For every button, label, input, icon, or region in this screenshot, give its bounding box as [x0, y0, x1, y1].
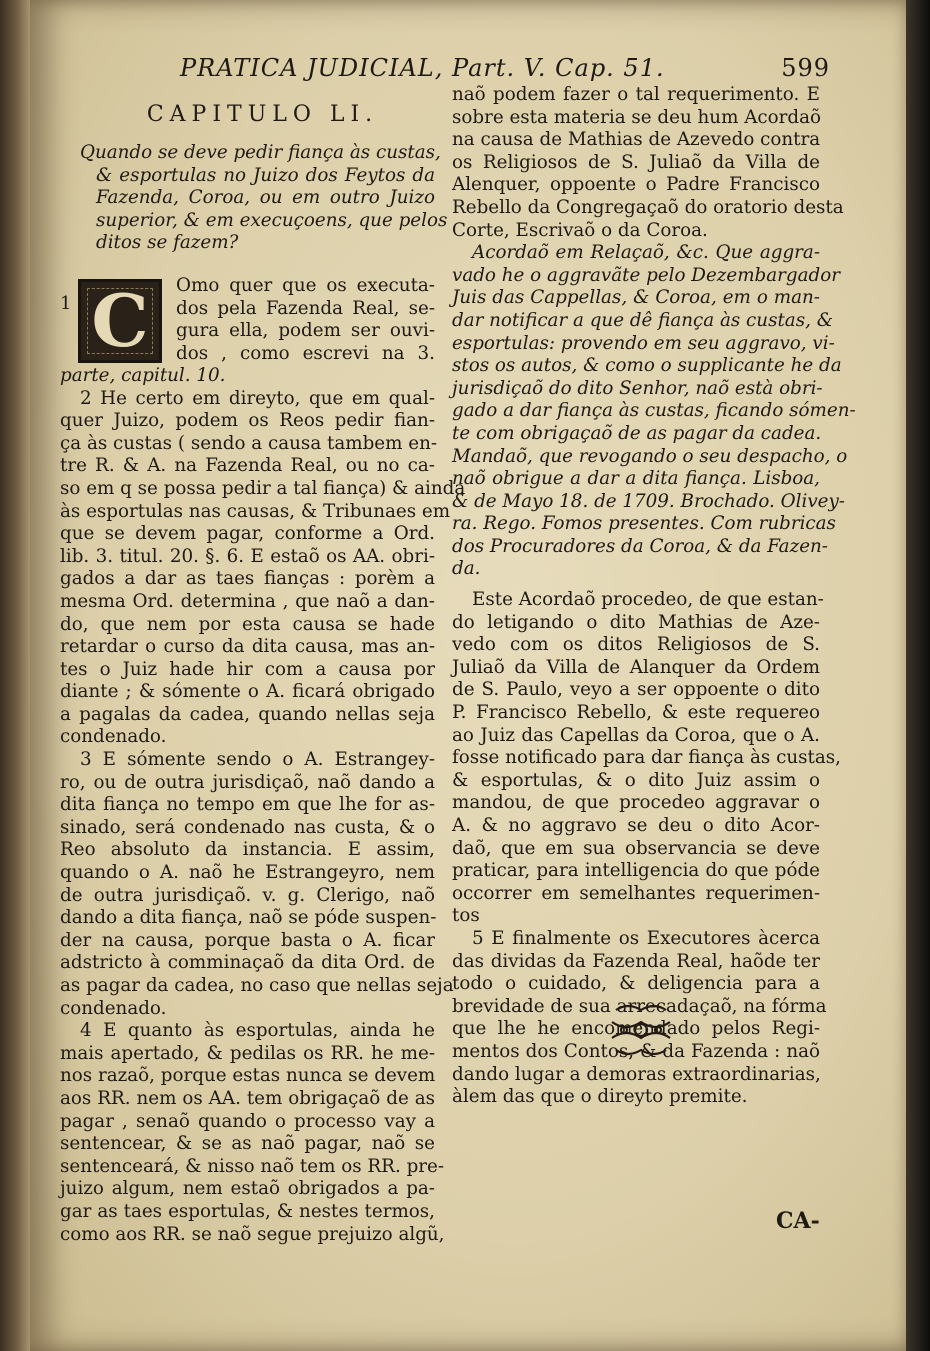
paragraph-number: 1 — [60, 292, 72, 314]
text-line: as pagar da cadea, no caso que nellas seja — [60, 975, 454, 996]
running-header — [180, 54, 830, 82]
summary-line: & esportulas no Juizo dos Feytos da — [96, 164, 435, 186]
text-line: ça às custas ( sendo a causa tambem en- — [60, 432, 438, 454]
text-line: nos razaõ, porque estas nunca se devem — [60, 1065, 436, 1087]
text-line: dita fiança no tempo em que lhe for as- — [60, 794, 435, 816]
text-line: quer Juizo, podem os Reos pedir fian- — [60, 410, 435, 432]
text-line: todo o cuidado, & deligencia para a — [452, 973, 820, 995]
quote-line: naõ obrigue a dar a dita fiança. Lisboa, — [452, 468, 820, 490]
text-line: condenado. — [60, 997, 167, 1019]
running-title: PRATICA JUDICIAL, Part. V. Cap. 51. — [180, 54, 665, 82]
text-line: Alenquer, oppoente o Padre Francisco — [452, 174, 820, 196]
text-line: praticar, para intelligencia do que póde — [452, 860, 820, 882]
text-line: dando a dita fiança, naõ se póde suspen- — [60, 907, 437, 929]
text-line: retardar o curso da dita causa, mas an- — [60, 636, 435, 658]
text-line: que lhe he encomendado pelos Regi- — [452, 1018, 820, 1040]
text-line: dos pela Fazenda Real, se- — [176, 297, 435, 319]
text-line: gados a dar as taes fianças : porèm a — [60, 568, 435, 590]
quote-line: dos Procuradores da Coroa, & da Fazen- — [452, 535, 828, 557]
right-column — [452, 84, 856, 1109]
text-line: na causa de Mathias de Azevedo contra — [452, 129, 821, 151]
quote-line: esportulas: provendo em seu aggravo, vi- — [452, 332, 835, 354]
text-line: Este Acordaõ procedeo, de que estan- — [472, 589, 824, 611]
fleuron-ornament-icon — [606, 1000, 676, 1060]
text-line: dos , como escrevi na 3. — [176, 342, 435, 364]
text-line: & esportulas, & o dito Juiz assim o — [452, 769, 820, 791]
text-line: sentenceará, & nisso naõ tem os RR. pre- — [60, 1155, 445, 1177]
quote-line: vado he o aggravãte pelo Dezembargador — [452, 264, 840, 286]
page-number: 599 — [781, 54, 830, 82]
text-line: mesma Ord. determina , que naõ a dan- — [60, 590, 435, 612]
catchword: CA- — [776, 1208, 820, 1234]
text-line: 2 He certo em direyto, que em qual- — [80, 387, 435, 409]
text-line: àlem das que o direyto premite. — [452, 1086, 748, 1108]
quote-line: gado a dar fiança às custas, ficando sómen- — [452, 400, 856, 422]
text-line: sinado, será condenado nas custa, & o — [60, 816, 435, 838]
text-line: sentencear, & se as naõ pagar, naõ se — [60, 1133, 435, 1155]
text-line: de S. Paulo, veyo a ser oppoente o dito — [452, 679, 820, 701]
text-line: occorrer em semelhantes requerimen- — [452, 882, 820, 904]
text-line: fosse notificado para dar fiança às custas, — [452, 747, 841, 769]
quote-line: & de Mayo 18. de 1709. Brochado. Olivey- — [452, 490, 845, 512]
chapter-summary — [60, 142, 448, 255]
quote-line: Mandaõ, que revogando o seu despacho, o — [452, 445, 848, 467]
quote-line: te com obrigaçaõ de as pagar da cadea. — [452, 422, 822, 444]
summary-line: Fazenda, Coroa, ou em outro Juizo — [96, 187, 435, 209]
text-line: gar as taes esportulas, & nestes termos, — [60, 1200, 435, 1222]
chapter-title: CAPITULO LI. — [146, 102, 379, 127]
text-line: daõ, que em sua observancia se deve — [452, 837, 820, 859]
text-line: Juliaõ da Villa de Alanquer da Ordem — [452, 656, 820, 678]
quote-line: stos os autos, & como o supplicante he da — [452, 355, 842, 377]
text-line: diante ; & sómente o A. ficará obrigado — [60, 681, 435, 703]
text-line: que se devem pagar, conforme a Ord. — [60, 523, 435, 545]
paragraph-1 — [60, 275, 435, 365]
text-line: Omo quer que os executa- — [176, 274, 435, 296]
text-line: parte, capitul. 10. — [60, 364, 226, 386]
text-line: condenado. — [60, 726, 167, 748]
text-line: pagar , senaõ quando o processo vay a — [60, 1110, 435, 1132]
summary-line: Quando se deve pedir fiança às custas, — [80, 142, 441, 163]
text-line: ao Juiz das Capellas da Coroa, que o A. — [452, 724, 820, 746]
drop-cap-lines — [176, 275, 435, 365]
text-line: quando o A. naõ he Estrangeyro, nem — [60, 862, 435, 884]
summary-line: ditos se fazem? — [96, 232, 239, 254]
acordao-quote — [452, 242, 856, 581]
text-line: mentos dos Contos, & da Fazenda : naõ — [452, 1040, 820, 1062]
quote-line: Acordaõ em Relaçaõ, &c. Que aggra- — [472, 242, 820, 264]
text-line: Reo absoluto da instancia. E assim, — [60, 839, 435, 861]
text-line: Rebello da Congregaçaõ do oratorio desta — [452, 196, 844, 218]
text-line: 3 E sómente sendo o A. Estrangey- — [80, 749, 435, 771]
quote-line: dar notificar a que dê fiança às custas, & — [452, 309, 833, 331]
text-line: mandou, de que procedeo aggravar o — [452, 792, 820, 814]
page-edge — [906, 0, 930, 1351]
summary-line: superior, & em execuçoens, que pelos — [96, 209, 448, 231]
text-line: às esportulas nas causas, & Tribunaes em — [60, 500, 451, 522]
text-line: tos — [452, 905, 480, 927]
text-line: de outra jurisdiçaõ. v. g. Clerigo, naõ — [60, 884, 435, 906]
left-column — [60, 100, 466, 1246]
text-line: dando lugar a demoras extraordinarias, — [452, 1063, 821, 1085]
text-line: os Religiosos de S. Juliaõ da Villa de — [452, 151, 820, 173]
text-line: A. & no aggravo se deu o dito Acor- — [452, 815, 820, 836]
text-line: tes o Juiz hade hir com a causa por — [60, 658, 435, 680]
text-line: a pagalas da cadea, quando nellas seja — [60, 703, 435, 725]
drop-cap — [78, 279, 162, 363]
quote-line: Juis das Cappellas, & Coroa, em o man- — [452, 287, 820, 309]
text-line: vedo com os ditos Religiosos de S. — [452, 634, 820, 656]
text-line: der na causa, porque basta o A. ficar — [60, 929, 435, 951]
text-line: tre R. & A. na Fazenda Real, ou no ca- — [60, 455, 435, 477]
text-line: das dividas da Fazenda Real, haõde ter — [452, 950, 820, 972]
text-line: 5 E finalmente os Executores àcerca — [472, 927, 820, 949]
text-line: mais apertado, & pedilas os RR. he me- — [60, 1042, 435, 1064]
text-line: aos RR. nem os AA. tem obrigaçaõ de as — [60, 1087, 435, 1109]
text-line: do, que nem por esta causa se hade — [60, 613, 435, 635]
text-line: lib. 3. titul. 20. §. 6. E estaõ os AA. obri- — [60, 545, 435, 567]
text-line: ro, ou de outra jurisdiçaõ, naõ dando a — [60, 771, 435, 793]
quote-line: jurisdiçaõ do dito Senhor, naõ està obri- — [452, 377, 823, 399]
text-line: naõ podem fazer o tal requerimento. E — [452, 84, 820, 105]
text-line: como aos RR. se naõ segue prejuizo algũ, — [60, 1223, 445, 1245]
text-line: 4 E quanto às esportulas, ainda he — [80, 1020, 435, 1042]
text-line: juizo algum, nem estaõ obrigados a pa- — [60, 1178, 435, 1200]
text-line: P. Francisco Rebello, & este requereo — [452, 702, 820, 724]
quote-line: da. — [452, 558, 481, 580]
drop-cap-letter: C — [91, 277, 149, 363]
text-line: adstricto à comminaçaõ da dita Ord. de — [60, 952, 435, 974]
text-line: so em q se possa pedir a tal fiança) & ainda — [60, 477, 466, 499]
quote-line: ra. Rego. Fomos presentes. Com rubricas — [452, 513, 836, 535]
text-line: sobre esta materia se deu hum Acordaõ — [452, 106, 822, 128]
text-line: Corte, Escrivaõ o da Coroa. — [452, 219, 708, 241]
text-line: gura ella, podem ser ouvi- — [176, 320, 435, 342]
text-line: brevidade de sua arrecadaçaõ, na fórma — [452, 995, 827, 1017]
text-line: do letigando o dito Mathias de Aze- — [452, 611, 820, 633]
